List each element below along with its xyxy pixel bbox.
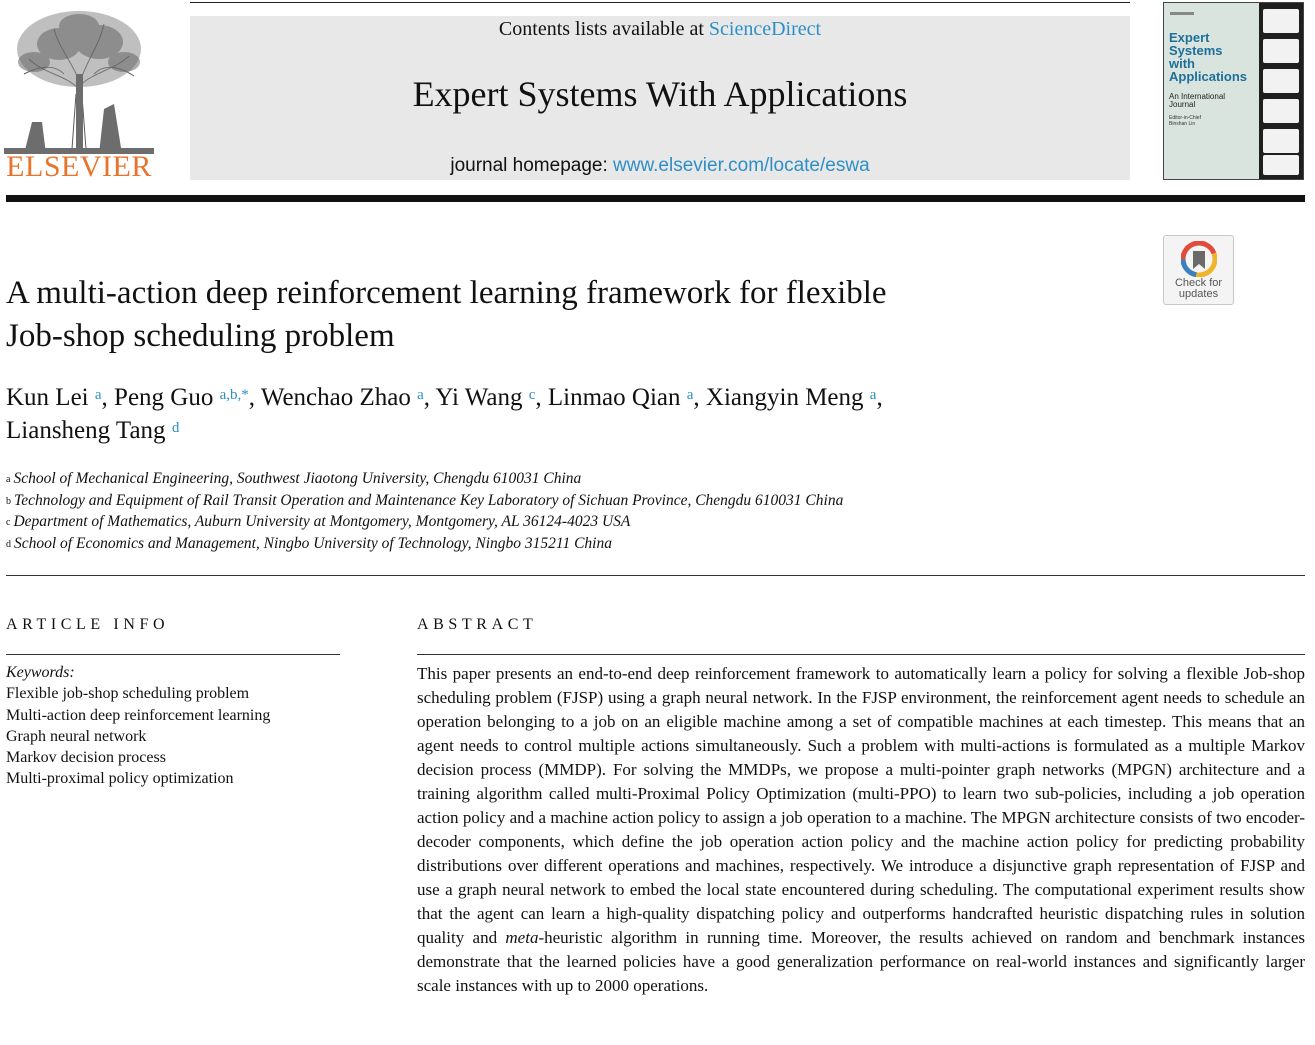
article-info-rule (6, 654, 340, 655)
keyword-item[interactable]: Markov decision process (6, 749, 166, 767)
article-title-line: Job-shop scheduling problem (6, 318, 395, 354)
author-list (6, 381, 1106, 447)
top-rule (190, 2, 1130, 3)
cover-thumb-icon (1263, 9, 1299, 33)
cover-issn-bar (1170, 12, 1194, 15)
abstract-rule (417, 654, 1305, 655)
homepage-prefix: journal homepage: (450, 155, 614, 176)
author-separator: , (101, 384, 115, 411)
section-divider (6, 575, 1305, 576)
abstract-text-part: This paper presents an end-to-end deep reinforcement framework to automatically learn a policy for solving a flexible Job-shop scheduling problem (FJSP) using a graph neural network. In the FJSP environment, the reinforcement agent needs to schedule an operation belonging to a job on an eligible machine among a set of compatible machines at each timestep. This means that an agent needs to control multiple actions simultaneously. Such a problem with multi-actions is formulated as a multiple Markov decision process (MMDP). For solving the MMDPs, we propose a multi-pointer graph networks (MPGN) architecture and a training algorithm called multi-Proximal Policy Optimization (multi-PPO) to learn two sub-policies, including a job operation action policy and a machine action policy to assign a job operation to a machine. The MPGN architecture consists of two encoder-decoder components, which define the job operation action policy and the machine action policy for predicting probability distributions over different operations and machines, respectively. We introduce a disjunctive graph representation of FJSP and use a graph neural network to embed the local state encountered during scheduling. The computational experiment results show that the agent can learn a high-quality dispatching policy and outperforms handcrafted heuristic dispatching rules in solution quality and (417, 664, 1305, 947)
author-name[interactable]: Yi Wang (435, 384, 523, 411)
cover-title (1169, 31, 1264, 83)
check-updates-label (1164, 278, 1233, 300)
check-updates-icon (1181, 241, 1217, 277)
author-separator: , (248, 384, 261, 411)
header-divider (6, 195, 1305, 202)
sciencedirect-link[interactable]: ScienceDirect (708, 18, 822, 40)
cover-subtitle-line: An International (1169, 92, 1226, 101)
abstract-heading: ABSTRACT (417, 616, 538, 633)
publisher-wordmark: ELSEVIER (6, 150, 152, 183)
author-affiliation-marker[interactable]: a (869, 387, 877, 403)
author-separator: , (876, 384, 883, 411)
article-title (6, 272, 1106, 358)
cover-thumb-icon (1263, 155, 1299, 175)
author-name[interactable]: Peng Guo (114, 384, 214, 411)
affiliation-list (6, 468, 1206, 555)
cover-subtitle-line: Journal (1169, 100, 1196, 109)
affiliation (6, 490, 1206, 512)
author-affiliation-marker[interactable]: a,b,* (219, 387, 249, 403)
affiliation-key: d (6, 539, 11, 551)
affiliation-key: c (6, 517, 11, 529)
article-title-line: A multi-action deep reinforcement learning framework for flexible (6, 275, 887, 311)
author-separator: , (535, 384, 548, 411)
author-affiliation-marker[interactable]: d (171, 420, 180, 436)
cover-thumb-icon (1263, 129, 1299, 153)
cover-editor-line: Editor-in-Chief (1169, 115, 1201, 121)
check-updates-line: updates (1178, 288, 1219, 300)
homepage-line (190, 154, 1130, 178)
author-name[interactable]: Wenchao Zhao (260, 384, 411, 411)
author-affiliation-marker[interactable]: a (417, 387, 424, 403)
affiliation-text: School of Mechanical Engineering, Southwest Jiaotong University, Chengdu 610031 China (13, 470, 582, 487)
affiliation-key: b (6, 495, 11, 507)
cover-thumb-icon (1263, 39, 1299, 63)
cover-editor-line: Binshan Lin (1169, 121, 1196, 127)
affiliation-text: Technology and Equipment of Rail Transit Operation and Maintenance Key Laboratory of Sichuan Province, Chengdu 610031 China (14, 491, 844, 509)
cover-title-line: with (1169, 56, 1195, 71)
keyword-item[interactable]: Flexible job-shop scheduling problem (6, 685, 250, 703)
journal-cover (1163, 2, 1304, 180)
cover-editor (1169, 115, 1254, 127)
contents-line (190, 17, 1130, 41)
affiliation-text: School of Economics and Management, Ningbo University of Technology, Ningbo 315211 China (14, 535, 612, 553)
abstract-text-italic: meta (505, 928, 539, 947)
author-affiliation-marker[interactable]: a (686, 387, 694, 403)
affiliation (6, 533, 1206, 555)
author-name[interactable]: Linmao Qian (547, 384, 681, 411)
keyword-item[interactable]: Graph neural network (6, 727, 147, 745)
contents-prefix: Contents lists available at (498, 18, 709, 40)
author-affiliation-marker[interactable]: a (94, 387, 102, 403)
keywords-section (6, 662, 336, 790)
article-info-heading: ARTICLE INFO (6, 616, 170, 633)
abstract-text (417, 662, 1305, 998)
keyword-item[interactable]: Multi-action deep reinforcement learning (6, 706, 271, 724)
keywords-heading: Keywords: (6, 664, 75, 681)
cover-title-line: Applications (1169, 69, 1248, 84)
author-name[interactable]: Xiangyin Meng (705, 384, 864, 411)
author-name[interactable]: Kun Lei (6, 384, 89, 411)
author-separator: , (693, 384, 706, 411)
author-name[interactable]: Liansheng Tang (6, 417, 166, 444)
cover-title-line: Systems (1169, 43, 1223, 58)
author-separator: , (423, 384, 436, 411)
affiliation (6, 468, 1206, 490)
journal-banner (190, 16, 1130, 180)
affiliation-text: Department of Mathematics, Auburn University at Montgomery, Montgomery, AL 36124-4023 USA (13, 513, 631, 531)
cover-thumb-icon (1263, 69, 1299, 93)
cover-thumb-icon (1263, 99, 1299, 123)
homepage-link[interactable]: www.elsevier.com/locate/eswa (613, 155, 870, 176)
keyword-item[interactable]: Multi-proximal policy optimization (6, 770, 234, 788)
cover-subtitle (1169, 93, 1254, 109)
journal-header (0, 0, 1315, 205)
check-updates-line: Check for (1174, 277, 1223, 289)
cover-title-line: Expert (1169, 30, 1210, 45)
author-affiliation-marker[interactable]: c (528, 387, 536, 403)
cover-image-strip (1259, 3, 1303, 179)
check-for-updates-button[interactable] (1163, 235, 1234, 305)
affiliation (6, 511, 1206, 533)
affiliation-key: a (6, 474, 11, 485)
journal-title: Expert Systems With Applications (412, 74, 908, 114)
abstract-text-part: -heuristic algorithm in running time. Moreover, the results achieved on random and benchmark instances demonstrate that the learned policies have a good generalization performance on real-world instances and significantly larger scale instances with up to 2000 operations. (417, 928, 1305, 995)
